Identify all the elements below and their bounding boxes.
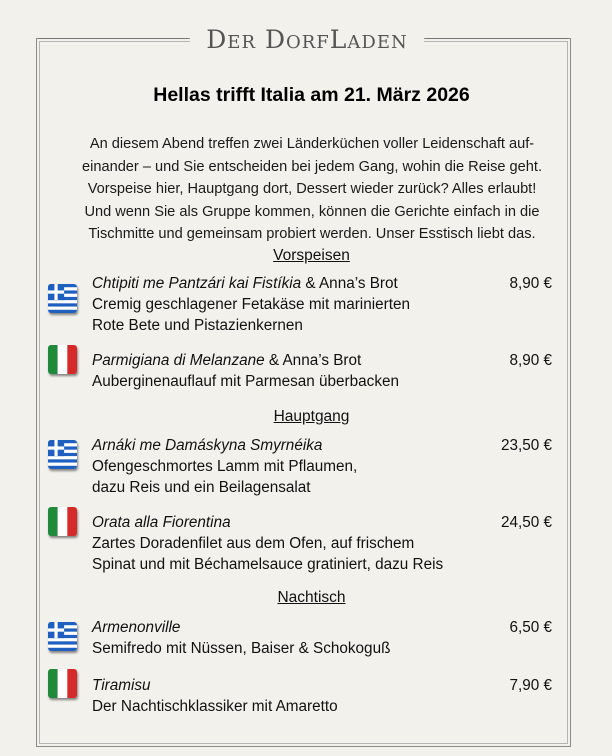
italy-flag-icon — [48, 507, 77, 536]
dish-suffix: & Anna’s Brot — [264, 352, 362, 369]
dish-price: 7,90 € — [509, 677, 552, 694]
dish-item — [92, 617, 552, 659]
dish-item — [92, 273, 552, 336]
dish-suffix: & Anna’s Brot — [301, 275, 398, 292]
brand-logo: Der DorfLaden — [190, 22, 424, 58]
dish-price: 24,50 € — [500, 514, 552, 531]
dish-description: Semifredo mit Nüssen, Baiser & Schokoguß — [92, 640, 391, 657]
intro-line: Tischmitte und gemeinsam probiert werden. Unser Esstisch liebt das. — [88, 226, 536, 242]
dish-description: Rote Bete und Pistazienkernen — [92, 317, 303, 334]
dish-name: Arnáki me Damáskyna Smyrnéika — [92, 437, 323, 454]
section-heading-hauptgang: Hauptgang — [273, 408, 350, 425]
intro-line: An diesem Abend treffen zwei Länderküchen voller Leidenschaft auf- — [89, 136, 535, 152]
dish-description: dazu Reis und ein Beilagensalat — [92, 479, 311, 496]
greece-flag-icon — [48, 284, 77, 313]
dish-name: Chtipiti me Pantzári kai Fistíkia — [92, 275, 302, 292]
section-heading-nachtisch: Nachtisch — [277, 589, 346, 606]
intro-line: Vorspeise hier, Hauptgang dort, Dessert wieder zurück? Alles erlaubt! — [87, 181, 537, 197]
logo-rule-left — [38, 38, 188, 39]
menu-title: Hellas trifft Italia am 21. März 2026 — [153, 84, 470, 106]
dish-description: Spinat und mit Béchamelsauce gratiniert, dazu Reis — [92, 556, 444, 573]
dish-description: Zartes Doradenfilet aus dem Ofen, auf frischem — [92, 535, 415, 552]
dish-item — [92, 350, 552, 392]
dish-description: Ofengeschmortes Lamm mit Pflaumen, — [92, 458, 358, 475]
section-heading-vorspeisen: Vorspeisen — [273, 247, 350, 264]
dish-item — [92, 435, 552, 498]
greece-flag-icon — [48, 622, 77, 651]
dish-name: Orata alla Fiorentina — [92, 514, 231, 531]
dish-name: Armenonville — [92, 619, 181, 636]
dish-description: Cremig geschlagener Fetakäse mit marinierten — [92, 296, 410, 313]
dish-name: Tiramisu — [92, 677, 151, 694]
greece-flag-icon — [48, 440, 77, 469]
dish-item — [92, 512, 552, 575]
intro-line: einander – und Sie entscheiden bei jedem Gang, wohin die Reise geht. — [81, 158, 543, 175]
dish-item — [92, 675, 552, 717]
dish-price: 6,50 € — [509, 619, 552, 636]
intro-line: Und wenn Sie als Gruppe kommen, können die Gerichte einfach in die — [84, 203, 540, 220]
dish-price: 8,90 € — [509, 275, 552, 292]
italy-flag-icon — [48, 669, 77, 698]
intro-text — [56, 133, 568, 246]
dish-name: Parmigiana di Melanzane — [92, 352, 265, 369]
italy-flag-icon — [48, 345, 77, 374]
dish-price: 23,50 € — [500, 437, 552, 454]
logo-rule-right — [426, 38, 568, 39]
dish-description: Der Nachtischklassiker mit Amaretto — [92, 698, 338, 715]
dish-description: Auberginenauflauf mit Parmesan überbacken — [92, 373, 399, 390]
dish-price: 8,90 € — [509, 352, 552, 369]
